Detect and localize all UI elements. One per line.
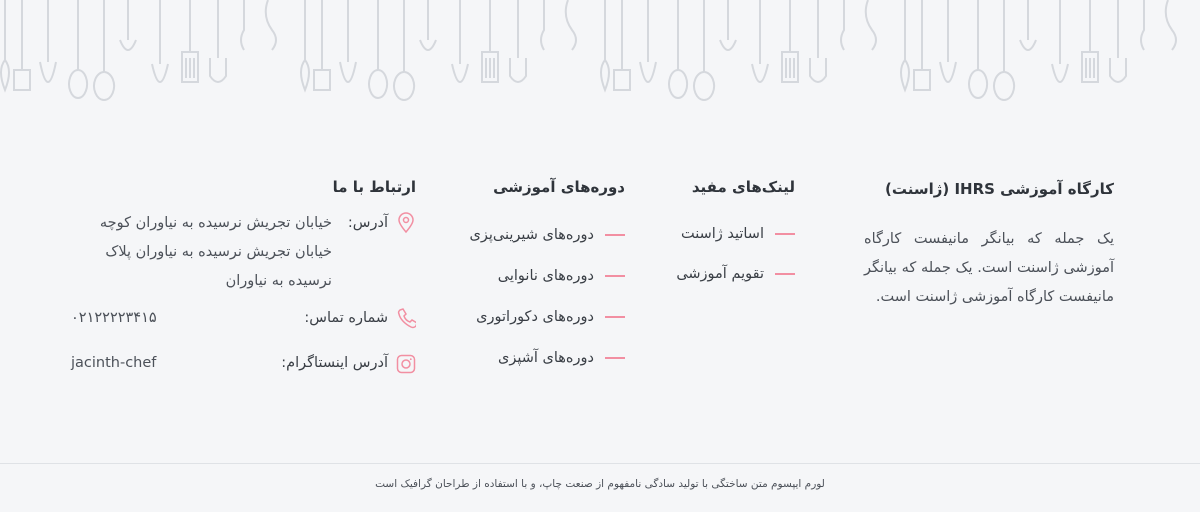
address-value: خیابان تجریش نرسیده به نیاوران کوچه خیابان تجریش نرسیده به نیاوران پلاک نرسیده به نیاوران <box>99 215 332 289</box>
dash-icon <box>605 316 625 318</box>
course-link-item[interactable] <box>465 296 625 337</box>
address-row <box>71 209 416 296</box>
courses-section <box>465 178 625 378</box>
location-pin-icon <box>396 212 416 234</box>
course-link-label: دوره‌های شیرینی‌پزی <box>469 226 594 243</box>
course-link-item[interactable] <box>465 214 625 255</box>
dash-icon <box>605 357 625 359</box>
about-text: یک جمله که بیانگر مانیفست کارگاه آموزشی ژاسنت است. یک جمله که بیانگر مانیفست کارگاه آموزشی ژاسنت است. <box>864 231 1114 305</box>
utensils-decoration <box>0 0 1200 110</box>
phone-value[interactable]: ۰۲۱۲۲۲۲۳۴۱۵ <box>71 310 157 326</box>
instagram-label: آدرس اینستاگرام: <box>281 355 388 371</box>
dash-icon <box>605 234 625 236</box>
footer-divider <box>0 463 1200 464</box>
about-title: کارگاه آموزشی IHRS (ژاسنت) <box>884 180 1114 198</box>
useful-links-title: لینک‌های مفید <box>691 178 795 196</box>
course-link-item[interactable] <box>465 337 625 378</box>
contact-section <box>71 178 416 378</box>
address-label: آدرس: <box>347 215 388 231</box>
course-link-label: دوره‌های نانوایی <box>497 267 594 284</box>
useful-links-section <box>665 178 795 294</box>
dash-icon <box>775 233 795 235</box>
dash-icon <box>775 273 795 275</box>
useful-link-label: تقویم آموزشی <box>676 266 764 282</box>
phone-label: شماره تماس: <box>304 310 388 326</box>
useful-links-list <box>665 214 795 294</box>
courses-list <box>465 214 625 378</box>
phone-row <box>71 304 416 333</box>
course-link-item[interactable] <box>465 255 625 296</box>
instagram-row <box>71 349 416 378</box>
instagram-value[interactable]: jacinth-chef <box>71 355 157 371</box>
about-section <box>864 180 1114 312</box>
useful-link-item[interactable] <box>665 254 795 294</box>
phone-icon <box>396 307 416 329</box>
course-link-label: دوره‌های آشپزی <box>498 349 594 366</box>
copyright-text: لورم ایپسوم متن ساختگی با تولید سادگی نامفهوم از صنعت چاپ، و با استفاده از طراحان گرافیک است <box>375 478 825 490</box>
contact-title: ارتباط با ما <box>332 178 416 196</box>
instagram-icon <box>396 353 416 375</box>
useful-link-label: اساتید ژاسنت <box>680 226 764 242</box>
dash-icon <box>605 275 625 277</box>
useful-link-item[interactable] <box>665 214 795 254</box>
course-link-label: دوره‌های دکوراتوری <box>476 308 594 325</box>
courses-title: دوره‌های آموزشی <box>493 178 625 196</box>
